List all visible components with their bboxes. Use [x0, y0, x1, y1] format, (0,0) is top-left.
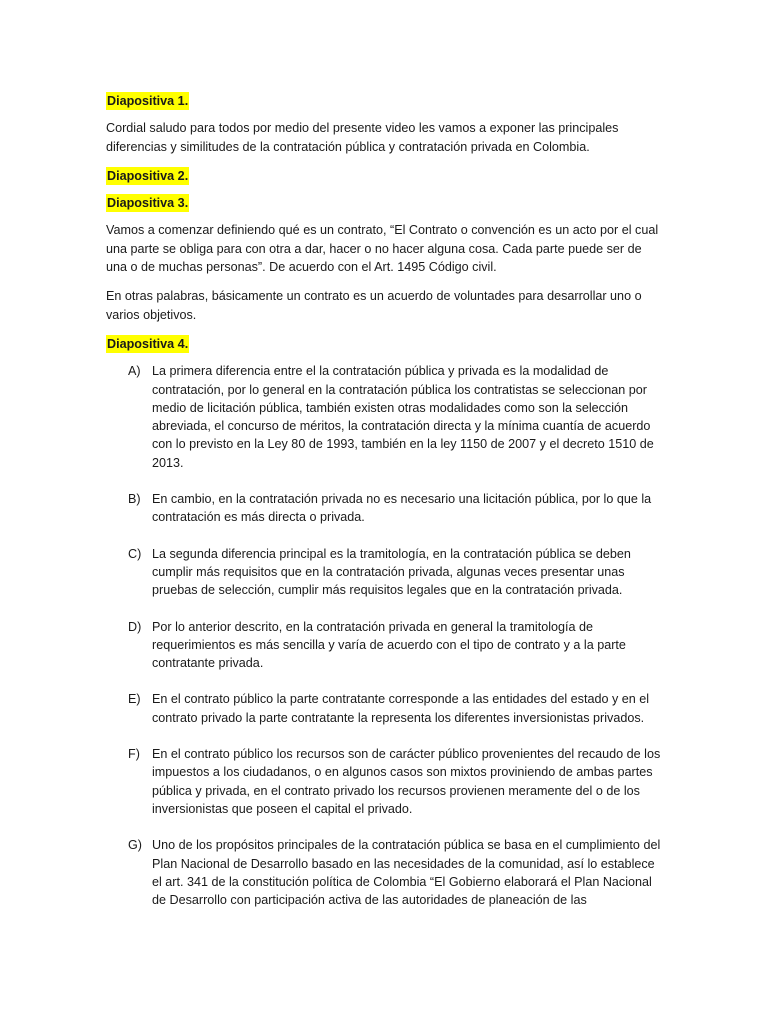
paragraph: Vamos a comenzar definiendo qué es un contrato, “El Contrato o convención es un acto por el cual una parte se obliga para con otra a dar, hacer o no hacer alguna cosa. Cada parte puede ser de una o de muchas personas”. De acuerdo con el Art. 1495 Código civil. — [106, 223, 659, 275]
list-item — [106, 745, 666, 818]
section-heading-3: Diapositiva 3. — [106, 194, 189, 212]
list-item-text: En el contrato público los recursos son de carácter público provenientes del recaudo de los impuestos a los ciudadanos, o en algunos casos son mixtos proviniendo de ambas partes pública y privada, en el contrato privado los recursos provienen meramente del o de los inversionistas que poseen el capital el privado. — [152, 747, 661, 816]
list-item — [106, 618, 666, 673]
list-item — [106, 362, 666, 472]
list-marker: A) — [128, 364, 141, 379]
section-heading-2: Diapositiva 2. — [106, 167, 189, 185]
list-item-text: Por lo anterior descrito, en la contratación privada en general la tramitología de requerimientos es más sencilla y varía de acuerdo con el tipo de contrato y a la parte contratante privada. — [152, 619, 626, 671]
section-heading-4: Diapositiva 4. — [106, 335, 189, 353]
list-marker: D) — [128, 619, 142, 634]
list-marker: F) — [128, 747, 140, 762]
list-item-text: En cambio, en la contratación privada no es necesario una licitación pública, por lo que la contratación es más directa o privada. — [152, 492, 652, 525]
list-marker: G) — [128, 838, 142, 853]
list-marker: B) — [128, 492, 141, 507]
list-item — [106, 545, 666, 600]
list-item — [106, 490, 666, 527]
list-item-text: En el contrato público la parte contratante corresponde a las entidades del estado y en el contrato privado la parte contratante la representa los diferentes inversionistas privados. — [152, 692, 650, 725]
paragraph: En otras palabras, básicamente un contrato es un acuerdo de voluntades para desarrollar uno o varios objetivos. — [106, 289, 642, 322]
lettered-list — [106, 362, 666, 909]
list-marker: C) — [128, 546, 142, 561]
list-item-text: Uno de los propósitos principales de la contratación pública se basa en el cumplimiento del Plan Nacional de Desarrollo basado en las necesidades de la comunidad, así lo establece el art. 341 de la constitución política de Colombia “El Gobierno elaborará el Plan Nacional de Desarrollo con participación activa de las autoridades de planeación de las — [152, 838, 661, 908]
document-body — [106, 92, 666, 927]
paragraph: Cordial saludo para todos por medio del presente video les vamos a exponer las principales diferencias y similitudes de la contratación pública y contratación privada en Colombia. — [106, 121, 619, 154]
list-item — [106, 836, 666, 909]
list-item-text: La segunda diferencia principal es la tramitología, en la contratación pública se deben cumplir más requisitos que en la contratación privada, algunas veces presentar unas pruebas de selección, cumplir más requisitos legales que en la contratación privada. — [152, 546, 631, 598]
section-heading-1: Diapositiva 1. — [106, 92, 189, 110]
list-item — [106, 690, 666, 727]
list-marker: E) — [128, 692, 141, 707]
list-item-text: La primera diferencia entre el la contratación pública y privada es la modalidad de contratación, por lo general en la contratación pública los contratistas se seleccionan por medio de licitación pública, también existen otras modalidades como son la selección abreviada, el concurso de méritos, la contratación directa y la mínima cuantía de acuerdo con lo previsto en la Ley 80 de 1993, también en la ley 1150 de 2007 y el decreto 1510 de 2013. — [152, 364, 654, 470]
